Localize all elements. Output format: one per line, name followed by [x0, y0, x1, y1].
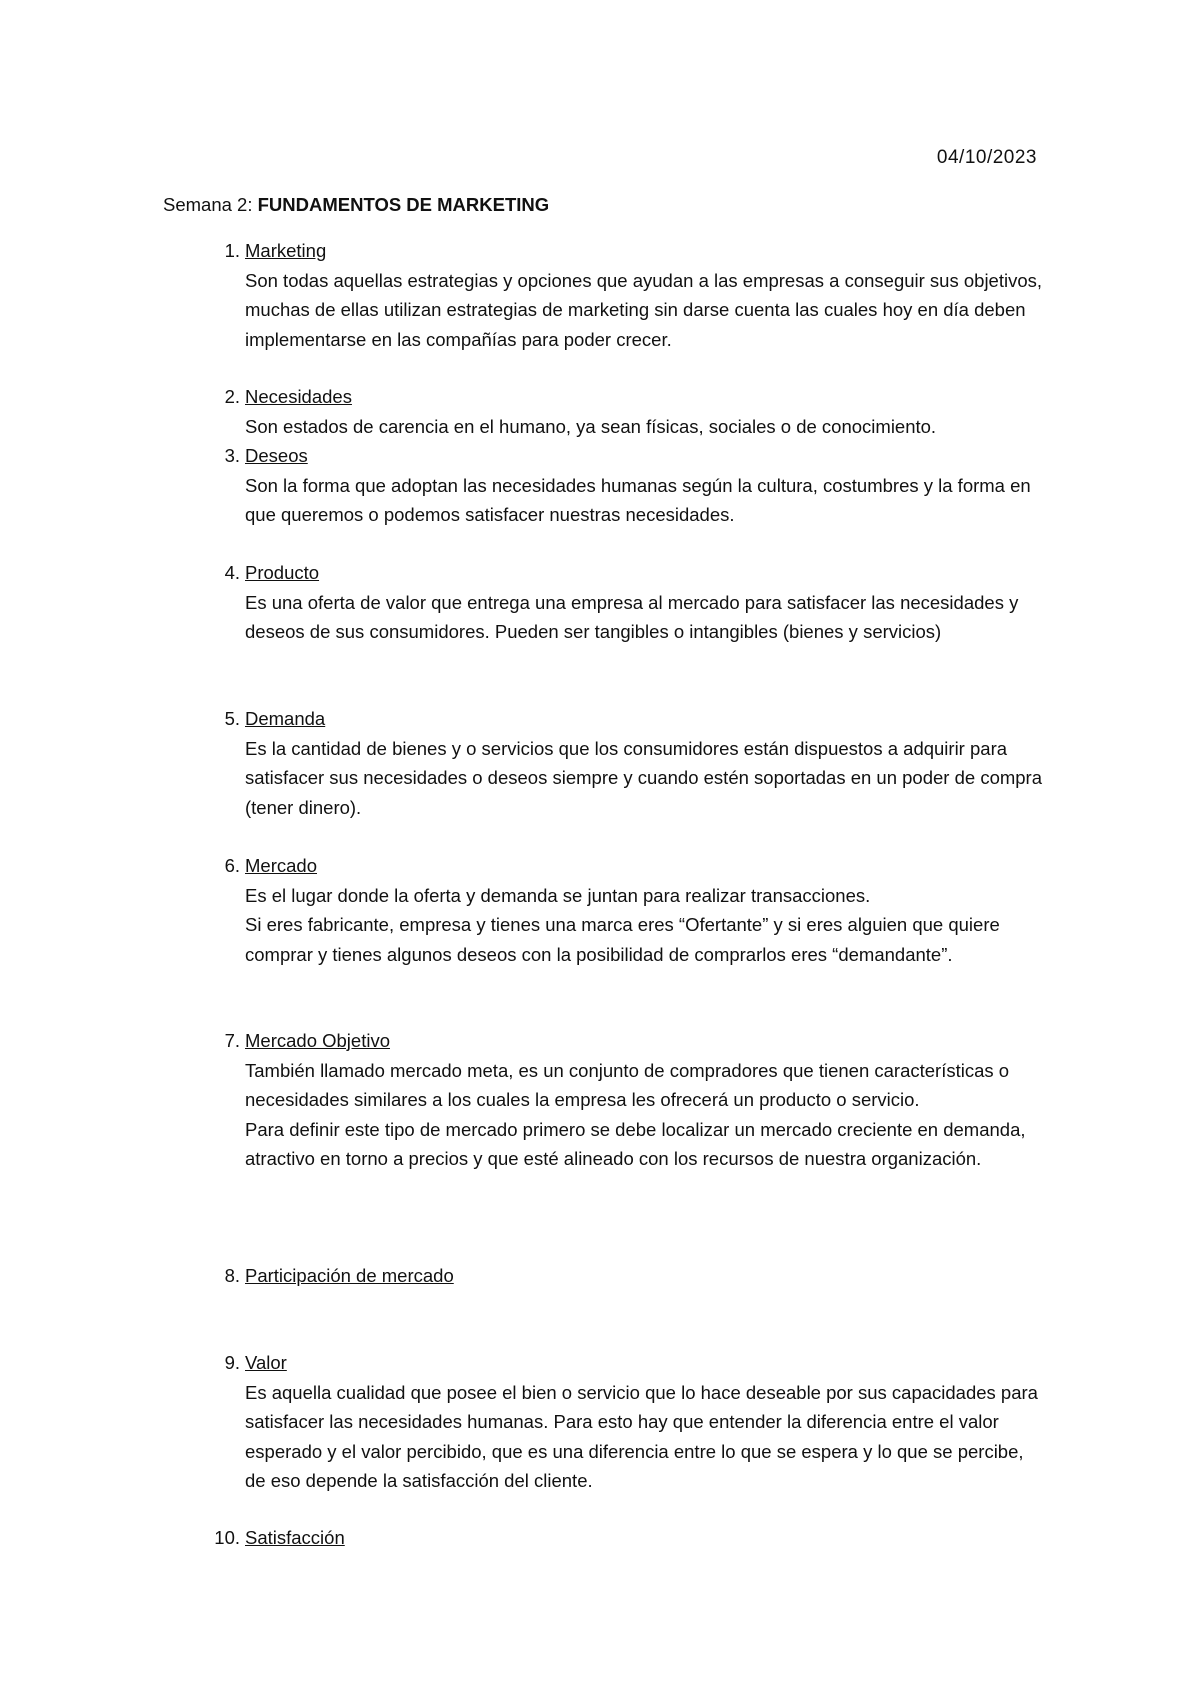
item-definition: Es aquella cualidad que posee el bien o servicio que lo hace deseable por sus capacidades para satisfacer las necesidades humanas. Para esto hay que entender la diferencia entre el valor esperado y el valor percibido, que es una diferencia entre lo que se espera y lo que se percibe, de eso depende la satisfacción del cliente. — [245, 1381, 1038, 1491]
item-number: 4. — [224, 562, 240, 583]
item-number: 3. — [224, 445, 240, 466]
item-number: 10. — [214, 1527, 240, 1548]
item-term: Deseos — [245, 445, 308, 466]
item-number: 2. — [224, 386, 240, 407]
item-term: Mercado Objetivo — [245, 1030, 390, 1051]
item-definition: Es el lugar donde la oferta y demanda se juntan para realizar transacciones. — [245, 884, 871, 906]
item-number: 9. — [224, 1352, 240, 1373]
document-date: 04/10/2023 — [936, 147, 1037, 168]
item-number: 5. — [224, 708, 240, 729]
item-number: 6. — [224, 855, 240, 876]
item-number: 7. — [224, 1030, 240, 1051]
item-definition: También llamado mercado meta, es un conjunto de compradores que tienen características o necesidades similares a los cuales la empresa les ofrecerá un producto o servicio. — [245, 1059, 1010, 1110]
item-definition: Son la forma que adoptan las necesidades humanas según la cultura, costumbres y la forma en que queremos o podemos satisfacer nuestras necesidades. — [245, 474, 1031, 525]
item-term: Mercado — [245, 855, 317, 876]
item-term: Marketing — [245, 240, 327, 261]
item-number: 1. — [224, 240, 240, 261]
item-term: Necesidades — [245, 386, 352, 407]
heading-prefix: Semana 2: — [163, 194, 258, 215]
item-term: Valor — [245, 1352, 287, 1373]
item-term: Satisfacción — [245, 1527, 345, 1548]
item-definition: Son estados de carencia en el humano, ya sean físicas, sociales o de conocimiento. — [245, 415, 937, 437]
heading-title: FUNDAMENTOS DE MARKETING — [257, 194, 550, 215]
item-definition: Es la cantidad de bienes y o servicios que los consumidores están dispuestos a adquirir para satisfacer sus necesidades o deseos siempre y cuando estén soportadas en un poder de compra (tener dinero). — [245, 737, 1043, 818]
item-definition: Son todas aquellas estrategias y opciones que ayudan a las empresas a conseguir sus objetivos, muchas de ellas utilizan estrategias de marketing sin darse cuenta las cuales hoy en día deben implementarse en las compañías para poder crecer. — [245, 269, 1043, 350]
document-heading — [163, 191, 549, 219]
item-term: Producto — [245, 562, 320, 583]
item-definition: Es una oferta de valor que entrega una empresa al mercado para satisfacer las necesidades y deseos de sus consumidores. Pueden ser tangibles o intangibles (bienes y servicios) — [245, 591, 1019, 642]
item-number: 8. — [224, 1265, 240, 1286]
item-definition: Si eres fabricante, empresa y tienes una marca eres “Ofertante” y si eres alguien que quiere comprar y tienes algunos deseos con la posibilidad de comprarlos eres “demandante”. — [245, 914, 1000, 965]
item-term: Participación de mercado — [245, 1265, 454, 1286]
item-term: Demanda — [245, 708, 326, 729]
item-definition: Para definir este tipo de mercado primero se debe localizar un mercado creciente en demanda, atractivo en torno a precios y que esté alineado con los recursos de nuestra organización. — [245, 1118, 1026, 1169]
